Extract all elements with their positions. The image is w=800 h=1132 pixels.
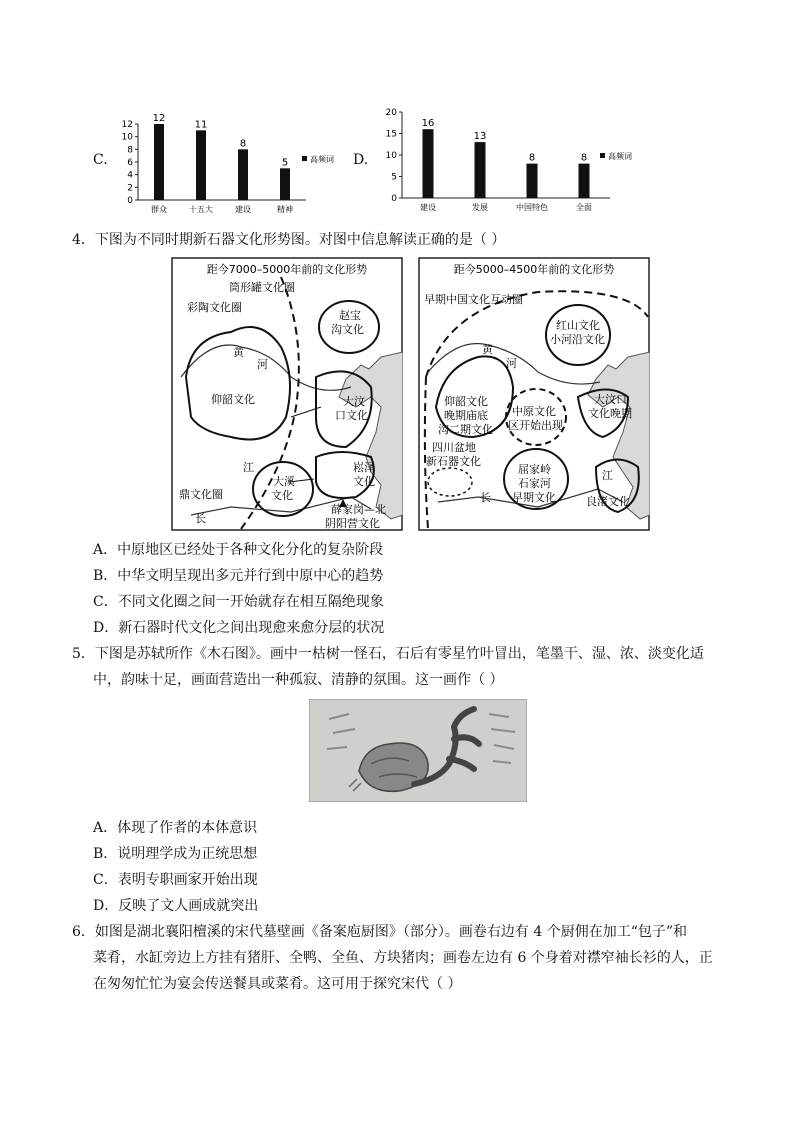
label-dawenkou-late-1: 大汶口: [594, 393, 627, 406]
label-songze-1: 崧泽: [353, 461, 375, 474]
q5-option-a[interactable]: A．体现了作者的本体意识: [93, 820, 258, 836]
chart-c-category-2: 建设: [235, 205, 251, 214]
label-zhongyuan-1: 中原文化: [512, 405, 556, 418]
chart-d-data-label-3: 8: [580, 152, 588, 164]
label-tongxingguan: 筒形罐文化圈: [229, 281, 295, 294]
label-hongshan-1: 红山文化: [556, 319, 600, 332]
label-xuejia-1: 薛家岗—北: [331, 503, 386, 516]
chart-d-ytick-label-1: 5: [391, 172, 397, 183]
label-jiang-left: 江: [243, 461, 254, 474]
chart-c-bar-3: [280, 168, 290, 200]
chart-c-category-3: 精神: [277, 205, 293, 214]
q5-option-d[interactable]: D．反映了文人画成就突出: [93, 898, 259, 914]
q5-stem-line2: 中，韵味十足，画面营造出一种孤寂、清静的氛围。这一画作（ ）: [93, 672, 504, 688]
label-dawenkou-1: 大汶: [343, 395, 365, 408]
chart-c-category-1: 十五大: [189, 205, 213, 214]
label-dawenkou-2: 口文化: [335, 409, 368, 422]
q4-option-c[interactable]: C．不同文化圈之间一开始就存在相互隔绝现象: [93, 594, 384, 610]
label-zhaobaogou-2: 沟文化: [331, 323, 364, 336]
q6-line3: 在匆匆忙忙为宴会传送餐具或菜肴。这可用于探究宋代（ ）: [93, 976, 462, 992]
label-chang-left: 长: [195, 512, 206, 525]
label-yangshao-3: 沟二期文化: [438, 423, 493, 436]
chart-d-ytick-label-3: 15: [385, 129, 397, 140]
chart-c-ytick-label-1: 2: [127, 183, 133, 194]
option-c-label: C.: [93, 152, 108, 168]
chart-c-data-label-0: 12: [152, 113, 166, 124]
chart-d-legend-swatch: [600, 153, 605, 158]
label-daxi-1: 大溪: [273, 475, 295, 488]
chart-c-ytick-label-5: 10: [121, 132, 133, 143]
label-sichuan-2: 新石器文化: [426, 455, 481, 468]
label-yangshao-left: 仰韶文化: [211, 393, 255, 406]
q4-option-a[interactable]: A．中原地区已经处于各种文化分化的复杂阶段: [93, 542, 384, 558]
label-qujia-3: 早期文化: [512, 491, 556, 504]
chart-c-ytick-label-0: 0: [127, 196, 133, 206]
chart-d-bar-1: [475, 142, 486, 198]
chart-d-category-1: 发展: [472, 203, 488, 212]
chart-c-legend-label: 高频词: [310, 155, 334, 164]
chart-d-data-label-0: 16: [421, 118, 435, 130]
map-left: [171, 257, 403, 531]
chart-d-ytick-label-0: 0: [391, 194, 397, 204]
chart-c-legend-swatch: [302, 156, 307, 161]
label-zhongyuan-2: 区开始出现: [508, 419, 563, 432]
label-he-right: 河: [506, 357, 517, 370]
chart-d-bar-3: [579, 164, 590, 198]
q4-option-b[interactable]: B．中华文明呈现出多元并行到中原中心的趋势: [93, 568, 384, 584]
q5-stem-line1: 5．下图是苏轼所作《木石图》。画中一枯树一怪石，石后有零星竹叶冒出，笔墨干、湿、浓、淡变化适: [72, 646, 704, 662]
label-zhaobaogou-1: 赵宝: [339, 309, 361, 322]
chart-d-ytick-label-4: 20: [385, 108, 397, 118]
map-right-title: 距今5000–4500年前的文化形势: [453, 263, 615, 276]
q4-option-d[interactable]: D．新石器时代文化之间出现愈来愈分层的状况: [93, 620, 385, 636]
chart-d-data-label-1: 13: [473, 131, 487, 143]
label-qujia-1: 屈家岭: [518, 463, 551, 476]
chart-d: [372, 104, 672, 218]
label-xuejia-2: 阴阳营文化: [325, 517, 380, 530]
chart-d-category-3: 全面: [576, 203, 592, 212]
label-early-interaction: 早期中国文化互动圈: [424, 293, 523, 306]
chart-c-ytick-label-4: 8: [127, 145, 133, 156]
chart-c: [112, 112, 352, 217]
map-left-title: 距今7000–5000年前的文化形势: [206, 263, 368, 276]
q5-option-b[interactable]: B．说明理学成为正统思想: [93, 846, 258, 862]
chart-d-legend-label: 高频词: [608, 152, 632, 161]
option-d-label: D.: [353, 152, 369, 168]
q6-line2: 菜肴，水缸旁边上方挂有猪肝、全鸭、全鱼、方块猪肉；画卷左边有 6 个身着对襟窄袖长衫的人，正: [93, 950, 713, 966]
label-ding: 鼎文化圈: [179, 488, 223, 501]
chart-d-bar-0: [423, 129, 434, 198]
label-yangshao-1: 仰韶文化: [444, 395, 488, 408]
label-huang-right: 黄: [482, 343, 493, 356]
chart-c-data-label-3: 5: [281, 157, 289, 169]
chart-c-ytick-label-6: 12: [121, 120, 133, 130]
label-daxi-2: 文化: [271, 489, 293, 502]
chart-c-category-0: 群众: [151, 205, 167, 214]
q4-stem: 4．下图为不同时期新石器文化形势图。对图中信息解读正确的是（ ）: [72, 232, 506, 248]
chart-d-ytick-label-2: 10: [385, 151, 397, 161]
chart-c-bar-0: [154, 124, 164, 200]
chart-c-bar-1: [196, 130, 206, 200]
chart-d-data-label-2: 8: [528, 152, 536, 164]
q5-option-c[interactable]: C．表明专职画家开始出现: [93, 872, 258, 888]
label-jiang-right: 江: [602, 469, 613, 482]
label-caitao: 彩陶文化圈: [187, 301, 242, 314]
label-dawenkou-late-2: 文化晚期: [588, 407, 632, 420]
label-chang-right: 长: [480, 491, 491, 504]
label-huang-left: 黄: [233, 346, 244, 359]
label-he-left: 河: [257, 358, 268, 371]
chart-c-ytick-label-2: 4: [127, 170, 133, 181]
map-right: [418, 257, 650, 531]
q6-line1: 6．如图是湖北襄阳檀溪的宋代墓壁画《备案庖厨图》（部分）。画卷右边有 4 个厨佣在加工“包子”和: [72, 924, 688, 940]
chart-d-category-2: 中国特色: [516, 203, 548, 212]
chart-c-data-label-2: 8: [239, 138, 247, 150]
chart-c-bar-2: [238, 149, 248, 200]
painting-wood-and-rock: [309, 699, 527, 802]
label-liangzhu: 良渚文化: [586, 495, 630, 508]
chart-d-category-0: 建设: [420, 203, 436, 212]
label-qujia-2: 石家河: [518, 477, 551, 490]
label-sichuan-1: 四川盆地: [432, 441, 476, 454]
label-songze-2: 文化: [353, 475, 375, 488]
chart-c-ytick-label-3: 6: [127, 158, 133, 168]
label-hongshan-2: 小河沿文化: [550, 333, 605, 346]
chart-c-data-label-1: 11: [194, 119, 208, 131]
chart-d-bar-2: [527, 164, 538, 198]
label-yangshao-2: 晚期庙底: [444, 409, 488, 422]
